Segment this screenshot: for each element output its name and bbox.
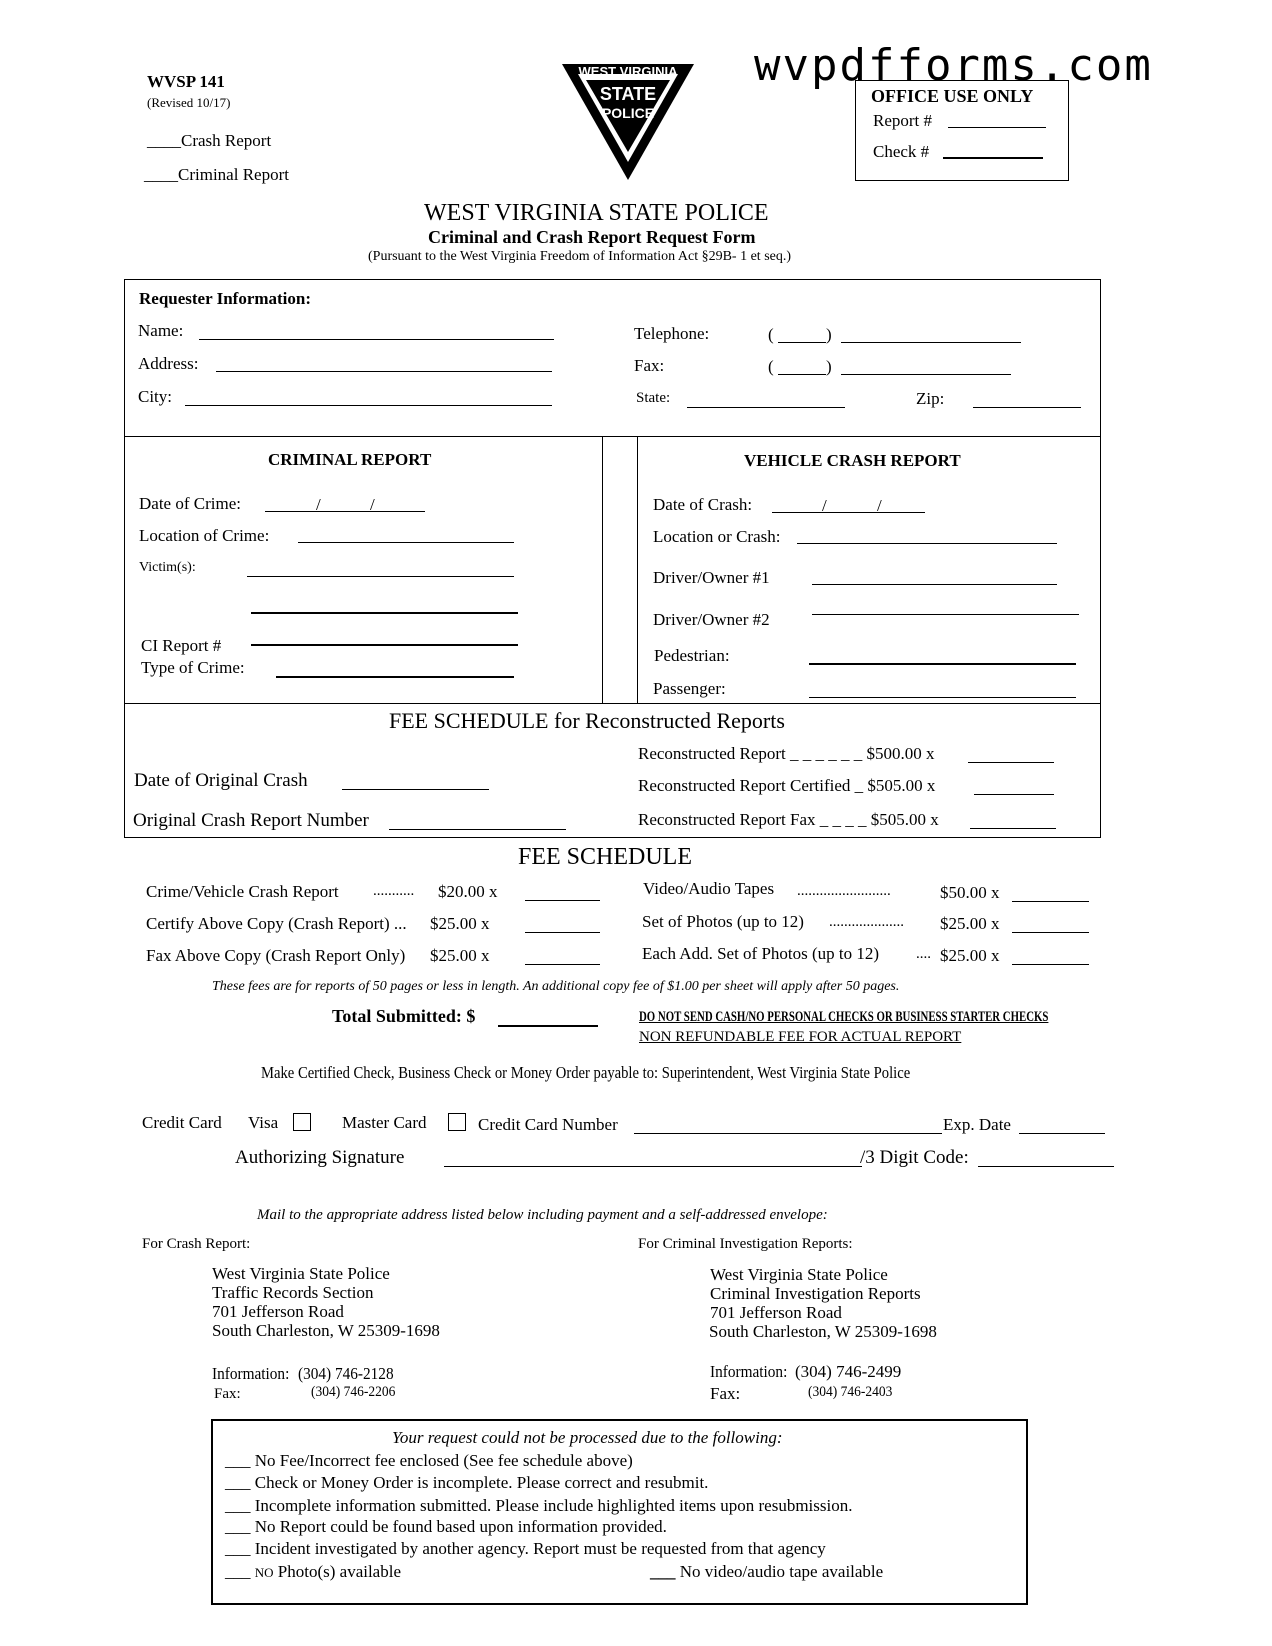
seal-text-2: STATE <box>599 84 657 104</box>
criminal-address-line-2: Criminal Investigation Reports <box>710 1284 921 1303</box>
criminal-info-phone: (304) 746-2499 <box>795 1362 902 1381</box>
pedestrian-label: Pedestrian: <box>654 646 730 665</box>
card-number-label: Credit Card Number <box>478 1115 618 1134</box>
rejection-item-6-blank: ___ <box>225 1562 251 1581</box>
passenger-label: Passenger: <box>653 679 726 698</box>
watermark-text: wvpdfforms.com <box>754 40 1153 91</box>
victims-field-1[interactable] <box>247 576 514 577</box>
criminal-report-option[interactable]: ____Criminal Report <box>144 165 289 184</box>
requester-heading: Requester Information: <box>139 289 312 308</box>
city-field[interactable] <box>185 405 552 406</box>
fee-right-label-1: Video/Audio Tapes <box>643 879 775 898</box>
fee-left-dots-1: ........... <box>373 883 415 899</box>
fee-right-dots-2: .................... <box>829 914 904 930</box>
no-cash-warning: DO NOT SEND CASH/NO PERSONAL CHECKS OR BUSINESS STARTER CHECKS <box>639 1009 1049 1025</box>
crash-address-line-4: South Charleston, W 25309-1698 <box>212 1321 440 1340</box>
state-police-seal <box>556 52 700 184</box>
address-field[interactable] <box>216 371 552 372</box>
fax-area-field[interactable] <box>778 374 826 375</box>
seal-text-3: POLICE <box>601 105 655 121</box>
original-report-number-label: Original Crash Report Number <box>133 810 369 831</box>
fee-left-price-2: $25.00 x <box>430 914 490 933</box>
criminal-info-label: Information: <box>710 1362 788 1381</box>
fee-right-dots-1: ......................... <box>797 883 891 899</box>
reconstructed-heading: FEE SCHEDULE for Reconstructed Reports <box>389 708 785 733</box>
fee-right-qty-2[interactable] <box>1012 932 1089 933</box>
original-report-number-field[interactable] <box>389 829 566 830</box>
seal-text-1: WEST VIRGINIA <box>578 64 678 79</box>
criminal-heading: CRIMINAL REPORT <box>268 450 432 469</box>
crime-type-label: Type of Crime: <box>141 658 245 677</box>
digit-code-label: /3 Digit Code: <box>860 1147 969 1168</box>
total-submitted-label: Total Submitted: $ <box>332 1006 476 1026</box>
crash-fax-label: Fax: <box>214 1386 241 1402</box>
zip-label: Zip: <box>916 389 945 408</box>
criminal-fax-phone: (304) 746-2403 <box>808 1384 893 1400</box>
criminal-address-line-4: South Charleston, W 25309-1698 <box>709 1322 937 1341</box>
ci-report-field[interactable] <box>251 644 518 646</box>
rejection-item-2[interactable]: ___ Check or Money Order is incomplete. Please correct and resubmit. <box>225 1473 709 1492</box>
crash-location-label: Location or Crash: <box>653 527 781 546</box>
exp-date-label: Exp. Date <box>943 1115 1011 1134</box>
crime-date-label: Date of Crime: <box>139 494 241 513</box>
rejection-item-7[interactable] <box>650 1562 883 1582</box>
rejection-item-4[interactable]: ___ No Report could be found based upon information provided. <box>225 1517 667 1536</box>
office-check-label: Check # <box>873 142 930 161</box>
visa-label: Visa <box>248 1113 279 1132</box>
office-report-field[interactable] <box>948 127 1046 128</box>
telephone-paren-open: ( <box>768 325 774 344</box>
mastercard-label: Master Card <box>342 1113 427 1132</box>
reconstructed-qty-2[interactable] <box>974 794 1054 795</box>
driver1-label: Driver/Owner #1 <box>653 568 770 587</box>
fee-right-label-3: Each Add. Set of Photos (up to 12) <box>642 944 880 963</box>
rejection-heading: Your request could not be processed due to the following: <box>392 1428 783 1447</box>
total-submitted-field[interactable] <box>498 1025 598 1027</box>
crash-info-label: Information: <box>212 1364 290 1383</box>
address-label: Address: <box>138 354 199 373</box>
rejection-item-5[interactable]: ___ Incident investigated by another agency. Report must be requested from that agency <box>225 1539 826 1558</box>
reconstructed-item-2: Reconstructed Report Certified _ $505.00 x <box>638 776 936 795</box>
crime-date-slash-1: / <box>316 495 321 514</box>
rejection-item-6-no: NO <box>254 1565 274 1580</box>
rejection-item-1[interactable]: ___ No Fee/Incorrect fee enclosed (See fee schedule above) <box>225 1451 633 1470</box>
fax-paren-close: ) <box>826 357 832 376</box>
rejection-item-7-text: No video/audio tape available <box>675 1562 884 1581</box>
fee-right-price-1: $50.00 x <box>940 883 1000 902</box>
fee-left-qty-3[interactable] <box>525 964 600 965</box>
telephone-paren-close: ) <box>826 325 832 344</box>
criminal-fax-label: Fax: <box>710 1384 741 1403</box>
fee-left-label-1: Crime/Vehicle Crash Report <box>146 882 339 901</box>
revised-date: (Revised 10/17) <box>147 95 231 110</box>
crash-address-line-1: West Virginia State Police <box>212 1264 390 1283</box>
fee-left-label-3: Fax Above Copy (Crash Report Only) <box>146 946 406 965</box>
office-check-field[interactable] <box>943 157 1043 159</box>
legal-note: (Pursuant to the West Virginia Freedom of Information Act §29B- 1 et seq.) <box>368 249 792 264</box>
victims-field-2[interactable] <box>251 612 518 614</box>
form-id: WVSP 141 <box>147 72 225 91</box>
fee-right-label-2: Set of Photos (up to 12) <box>642 912 804 931</box>
crash-location-field[interactable] <box>797 543 1057 544</box>
ci-report-label: CI Report # <box>141 636 222 655</box>
page-title: WEST VIRGINIA STATE POLICE <box>424 200 769 226</box>
authorizing-signature-label: Authorizing Signature <box>235 1147 405 1168</box>
non-refundable-note: NON REFUNDABLE FEE FOR ACTUAL REPORT <box>639 1029 962 1045</box>
driver1-field-2[interactable] <box>812 614 1079 615</box>
state-label: State: <box>636 390 671 406</box>
pedestrian-field[interactable] <box>809 663 1076 665</box>
city-label: City: <box>138 387 173 406</box>
reconstructed-qty-1[interactable] <box>968 762 1054 763</box>
crime-location-label: Location of Crime: <box>139 526 270 545</box>
fee-right-dots-3: .... <box>916 946 931 962</box>
telephone-number-field[interactable] <box>841 342 1021 343</box>
crash-address-line-2: Traffic Records Section <box>212 1283 374 1302</box>
telephone-label: Telephone: <box>634 324 710 343</box>
page-subtitle: Criminal and Crash Report Request Form <box>428 227 756 247</box>
telephone-area-field[interactable] <box>778 342 826 343</box>
signature-field[interactable] <box>444 1166 862 1167</box>
fee-left-price-1: $20.00 x <box>438 882 498 901</box>
date-original-crash-field[interactable] <box>342 789 489 790</box>
crash-info-phone: (304) 746-2128 <box>298 1364 394 1383</box>
visa-checkbox[interactable] <box>293 1113 311 1131</box>
rejection-item-6[interactable] <box>225 1562 401 1582</box>
crash-heading: VEHICLE CRASH REPORT <box>744 451 961 470</box>
payable-instruction: Make Certified Check, Business Check or Money Order payable to: Superintendent, West Virginia State Police <box>261 1063 911 1082</box>
fee-right-qty-3[interactable] <box>1012 964 1089 965</box>
criminal-address-line-3: 701 Jefferson Road <box>710 1303 842 1322</box>
fee-schedule-heading: FEE SCHEDULE <box>518 844 692 870</box>
fax-number-field[interactable] <box>841 374 1011 375</box>
fee-right-price-3: $25.00 x <box>940 946 1000 965</box>
crash-address-line-3: 701 Jefferson Road <box>212 1302 344 1321</box>
mail-instruction: Mail to the appropriate address listed below including payment and a self-addressed envelope: <box>257 1207 828 1223</box>
crash-date-label: Date of Crash: <box>653 495 753 514</box>
fee-left-label-2: Certify Above Copy (Crash Report) ... <box>146 914 407 933</box>
crash-fax-phone: (304) 746-2206 <box>311 1384 396 1400</box>
digit-code-field[interactable] <box>978 1166 1114 1167</box>
date-original-crash-label: Date of Original Crash <box>134 770 308 791</box>
reconstructed-item-1: Reconstructed Report _ _ _ _ _ _ $500.00 x <box>638 744 935 763</box>
fee-left-price-3: $25.00 x <box>430 946 490 965</box>
fax-paren-open: ( <box>768 357 774 376</box>
rejection-item-7-blank: ___ <box>650 1562 676 1581</box>
mastercard-checkbox[interactable] <box>448 1113 466 1131</box>
passenger-field[interactable] <box>809 697 1076 698</box>
fax-label: Fax: <box>634 356 665 375</box>
office-use-title: OFFICE USE ONLY <box>871 86 1034 106</box>
criminal-mail-heading: For Criminal Investigation Reports: <box>638 1236 853 1252</box>
name-field[interactable] <box>199 339 554 340</box>
victims-label: Victim(s): <box>139 560 196 575</box>
reconstructed-item-3: Reconstructed Report Fax _ _ _ _ $505.00 x <box>638 810 939 829</box>
zip-field[interactable] <box>973 407 1081 408</box>
office-report-label: Report # <box>873 111 933 130</box>
crash-date-slash-1: / <box>822 496 827 515</box>
rejection-item-6-text: Photo(s) available <box>273 1562 401 1581</box>
credit-card-label: Credit Card <box>142 1113 222 1132</box>
state-field[interactable] <box>687 407 845 408</box>
fee-left-qty-1[interactable] <box>525 900 600 901</box>
rejection-item-3[interactable]: ___ Incomplete information submitted. Please include highlighted items upon resubmission. <box>225 1496 853 1515</box>
fee-right-qty-1[interactable] <box>1012 901 1089 902</box>
name-label: Name: <box>138 321 184 340</box>
card-number-field[interactable] <box>634 1133 942 1134</box>
criminal-address-line-1: West Virginia State Police <box>710 1265 888 1284</box>
fee-right-price-2: $25.00 x <box>940 914 1000 933</box>
exp-date-field[interactable] <box>1019 1133 1105 1134</box>
crash-date-field[interactable] <box>772 512 925 513</box>
crash-mail-heading: For Crash Report: <box>142 1236 251 1252</box>
fee-left-qty-2[interactable] <box>525 932 600 933</box>
crash-date-slash-2: / <box>877 496 882 515</box>
page-length-note: These fees are for reports of 50 pages or less in length. An additional copy fee of $1.00 per sheet will apply after 50 pages. <box>212 979 900 994</box>
crash-report-option[interactable]: ____Crash Report <box>147 131 272 150</box>
driver2-label: Driver/Owner #2 <box>653 610 770 629</box>
crime-date-slash-2: / <box>370 495 375 514</box>
crime-type-field[interactable] <box>276 676 514 678</box>
crime-location-field[interactable] <box>298 542 514 543</box>
reconstructed-qty-3[interactable] <box>970 828 1056 829</box>
driver1-field[interactable] <box>812 584 1057 585</box>
crime-date-field[interactable] <box>265 511 425 512</box>
